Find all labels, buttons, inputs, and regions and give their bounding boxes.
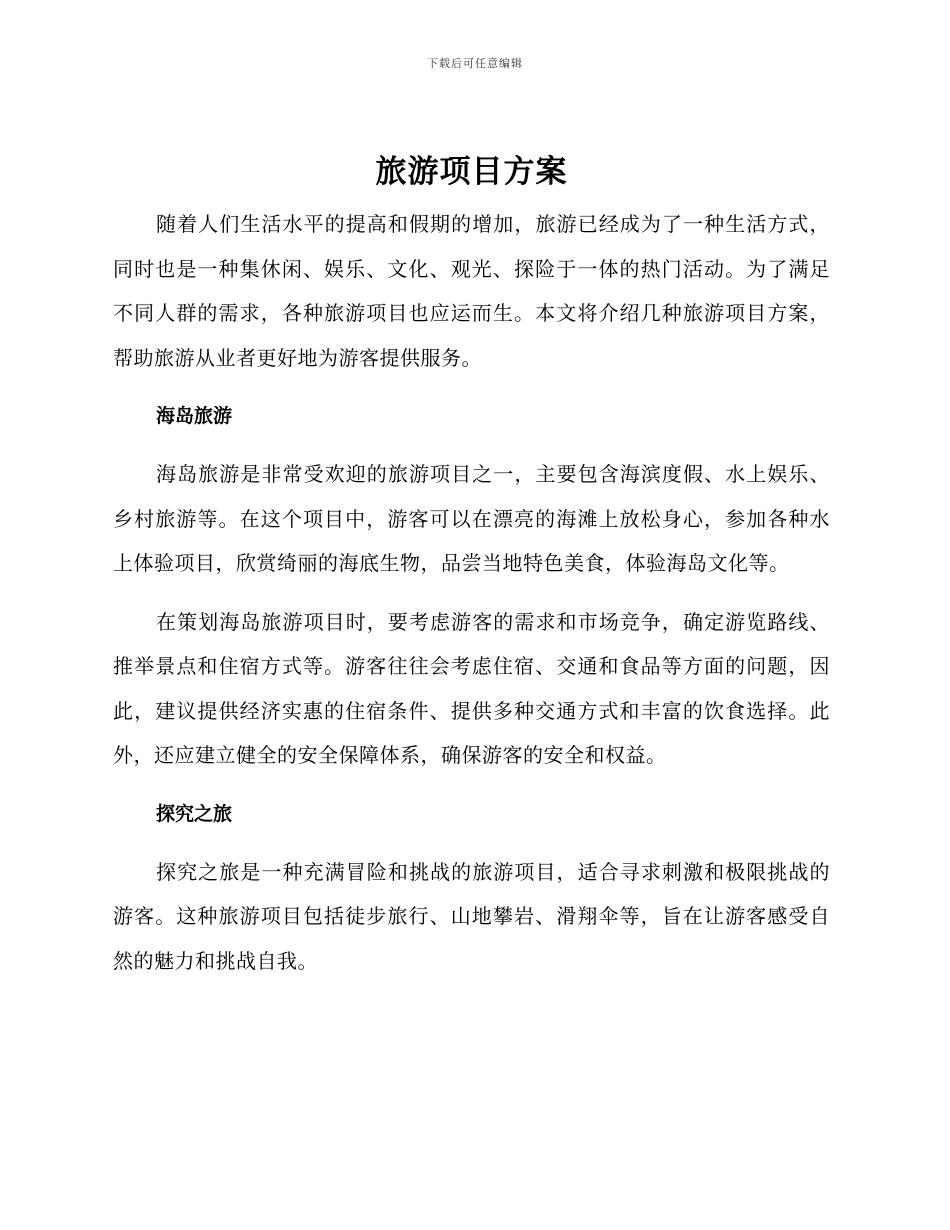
exploration-trip-paragraph-1: 探究之旅是一种充满冒险和挑战的旅游项目，适合寻求刺激和极限挑战的游客。这种旅游项目包括徒步旅行、山地攀岩、滑翔伞等，旨在让游客感受自然的魅力和挑战自我。 [113, 859, 830, 973]
section-heading-exploration-trip: 探究之旅 [156, 802, 233, 825]
island-travel-paragraph-1: 海岛旅游是非常受欢迎的旅游项目之一，主要包含海滨度假、水上娱乐、乡村旅游等。在这个项目中，游客可以在漂亮的海滩上放松身心，参加各种水上体验项目，欣赏绮丽的海底生物，品尝当地特色美食，体验海岛文化等。 [113, 462, 830, 575]
header-note: 下载后可任意编辑 [427, 57, 523, 70]
section-heading-island-travel: 海岛旅游 [156, 405, 233, 427]
island-travel-paragraph-2: 在策划海岛旅游项目时，要考虑游客的需求和市场竞争，确定游览路线、推举景点和住宿方式等。游客往往会考虑住宿、交通和食品等方面的问题，因此，建议提供经济实惠的住宿条件、提供多种交通方式和丰富的饮食选择。此外，还应建立健全的安全保障体系，确保游客的安全和权益。 [113, 609, 830, 767]
paragraph-spacer [113, 586, 830, 600]
document-title: 旅游项目方案 [375, 154, 568, 190]
document-body [113, 148, 830, 983]
intro-paragraph: 随着人们生活水平的提高和假期的增加，旅游已经成为了一种生活方式，同时也是一种集休闲、娱乐、文化、观光、探险于一体的热门活动。为了满足不同人群的需求，各种旅游项目也应运而生。本文将介绍几种旅游项目方案，帮助旅游从业者更好地为游客提供服务。 [113, 212, 830, 370]
